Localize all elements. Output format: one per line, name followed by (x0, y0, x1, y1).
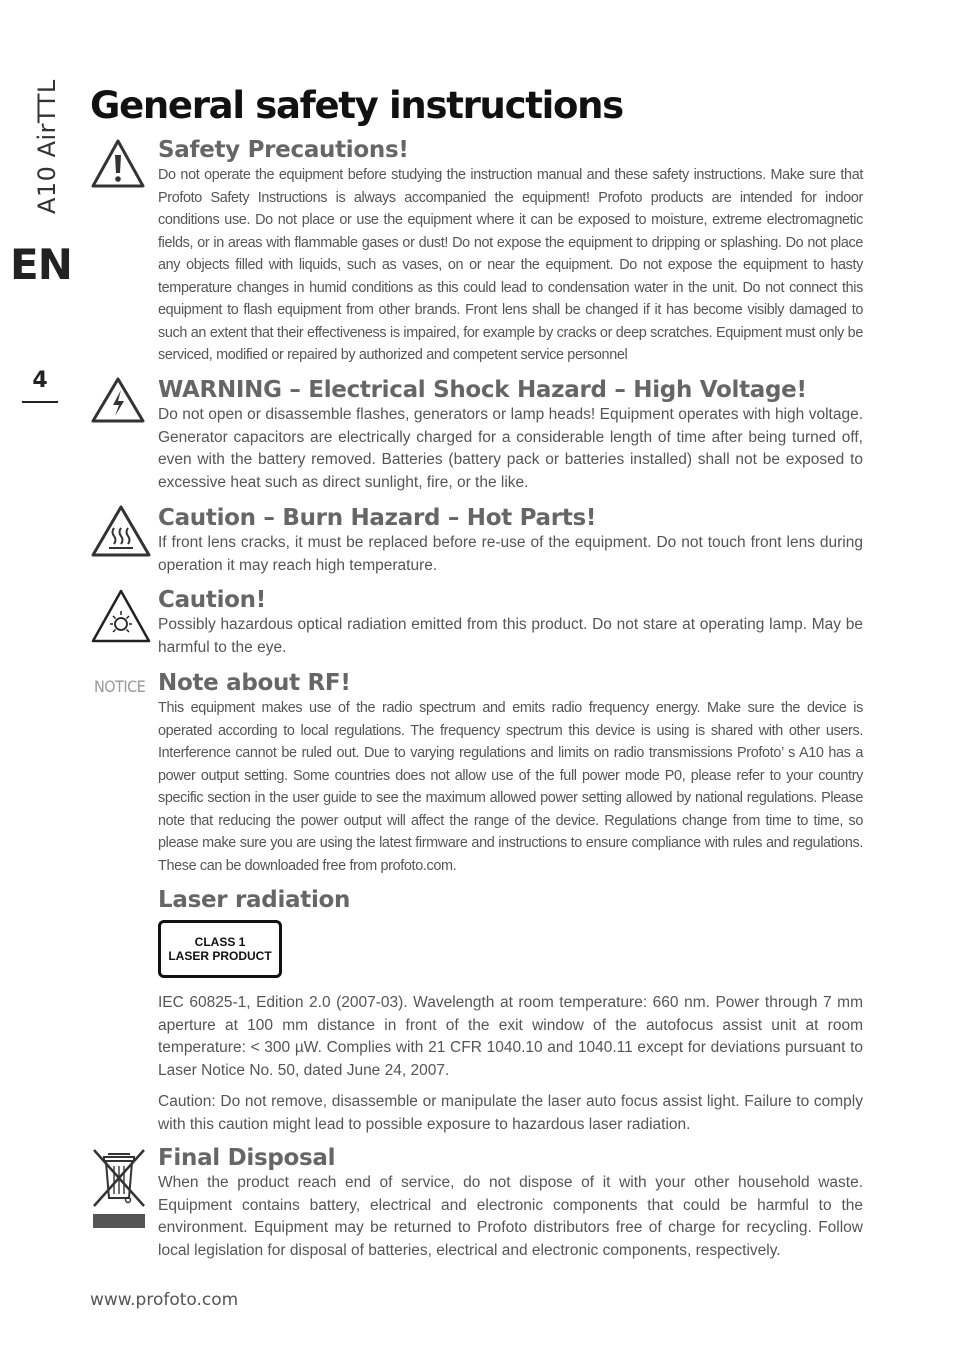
warning-triangle-icon (90, 138, 146, 195)
section-body: Possibly hazardous optical radiation emitted from this product. Do not stare at operating lamp. May be harmful to the eye. (158, 616, 863, 656)
section-body: When the product reach end of service, do not dispose of it with your other household waste. Equipment contains battery, electrical and electronic components that could be harmful to the environment. Equipment may be returned to Profoto distributors free of charge for recycling. Follow local legislation for disposal of batteries, electrical and electronic components, respectively. (158, 1174, 863, 1259)
section-body: IEC 60825-1, Edition 2.0 (2007-03). Wavelength at room temperature: 660 nm. Power through 7 mm aperture at 100 mm distance in front of the exit window of the autofocus assist unit at room temperature: < 300 µW. Complies with 21 CFR 1040.10 and 1040.11 except for deviations pursuant to Laser Notice No. 50, dated June 24, 2007. (158, 994, 863, 1079)
laser-class-line2: LASER PRODUCT (168, 949, 272, 963)
crossed-bin-icon (90, 1146, 148, 1235)
section-body: If front lens cracks, it must be replaced before re-use of the equipment. Do not touch front lens during operation it may reach high temperature. (158, 534, 863, 574)
notice-label: NOTICE (94, 677, 146, 696)
hot-surface-icon (90, 504, 152, 563)
section-heading: Safety Precautions! (158, 137, 409, 163)
laser-class-line1: CLASS 1 (194, 935, 246, 949)
product-name: A10 AirTTL (33, 79, 61, 214)
section-heading: Laser radiation (158, 887, 351, 913)
footer-url[interactable]: www.profoto.com (90, 1290, 239, 1310)
high-voltage-icon (90, 376, 146, 429)
section-body-caution: Caution: Do not remove, disassemble or manipulate the laser auto focus assist light. Failure to comply with this caution might lead to possible exposure to hazardous laser radiation. (158, 1093, 863, 1133)
section-body: This equipment makes use of the radio spectrum and emits radio frequency energy. Make sure the device is operated according to local regulations. The frequency spectrum this device is using is shared with other users. Interference cannot be ruled out. Due to varying regulations and limits on radio transmissions Profoto’ s A10 has a power output setting. Some countries does not allow use of the full power mode P0, please refer to your country specific section in the user guide to see the maximum allowed power setting allowed by national regulations. Please note that reducing the power output will affect the range of the device. Regulations change from time to time, so please make sure you are using the latest firmware and instructions to ensure compliance with rules and regulations. These can be downloaded free from profoto.com. (158, 700, 863, 874)
section-heading: Caution – Burn Hazard – Hot Parts! (158, 505, 597, 531)
optical-radiation-icon (90, 588, 152, 649)
page-title: General safety instructions (90, 84, 623, 127)
section-heading: WARNING – Electrical Shock Hazard – High Voltage! (158, 377, 807, 403)
language-code: EN (10, 240, 72, 289)
section-heading: Note about RF! (158, 670, 351, 696)
section-body: Do not open or disassemble flashes, generators or lamp heads! Equipment operates with high voltage. Generator capacitors are electrically charged for a considerable length of time after being turned off, even with the battery removed. Batteries (battery pack or batteries installed) shall not be exposed to excessive heat such as direct sunlight, fire, or the like. (158, 406, 863, 491)
section-heading: Caution! (158, 587, 266, 613)
section-heading: Final Disposal (158, 1145, 336, 1171)
laser-class-label (158, 920, 282, 978)
section-body: Do not operate the equipment before studying the instruction manual and these safety instructions. Make sure that Profoto Safety Instructions is always accompanied the equipment! Profoto products are intended for indoor conditions use. Do not place or use the equipment where it can be exposed to moisture, extreme electromagnetic fields, or in areas with flammable gases or dust! Do not expose the equipment to dripping or splashing. Do not place any objects filled with liquids, such as vases, on or near the equipment. Do not expose the equipment to hasty temperature changes in humid conditions as this could lead to condensation water in the unit. Do not connect this equipment to flash equipment from other brands. Front lens shall be changed if it has become visibly damaged to such an extent that their effectiveness is impaired, for example by cracks or deep scratches. Equipment must only be serviced, modified or repaired by authorized and competent service personnel (158, 167, 863, 363)
page-number: 4 (22, 368, 58, 403)
